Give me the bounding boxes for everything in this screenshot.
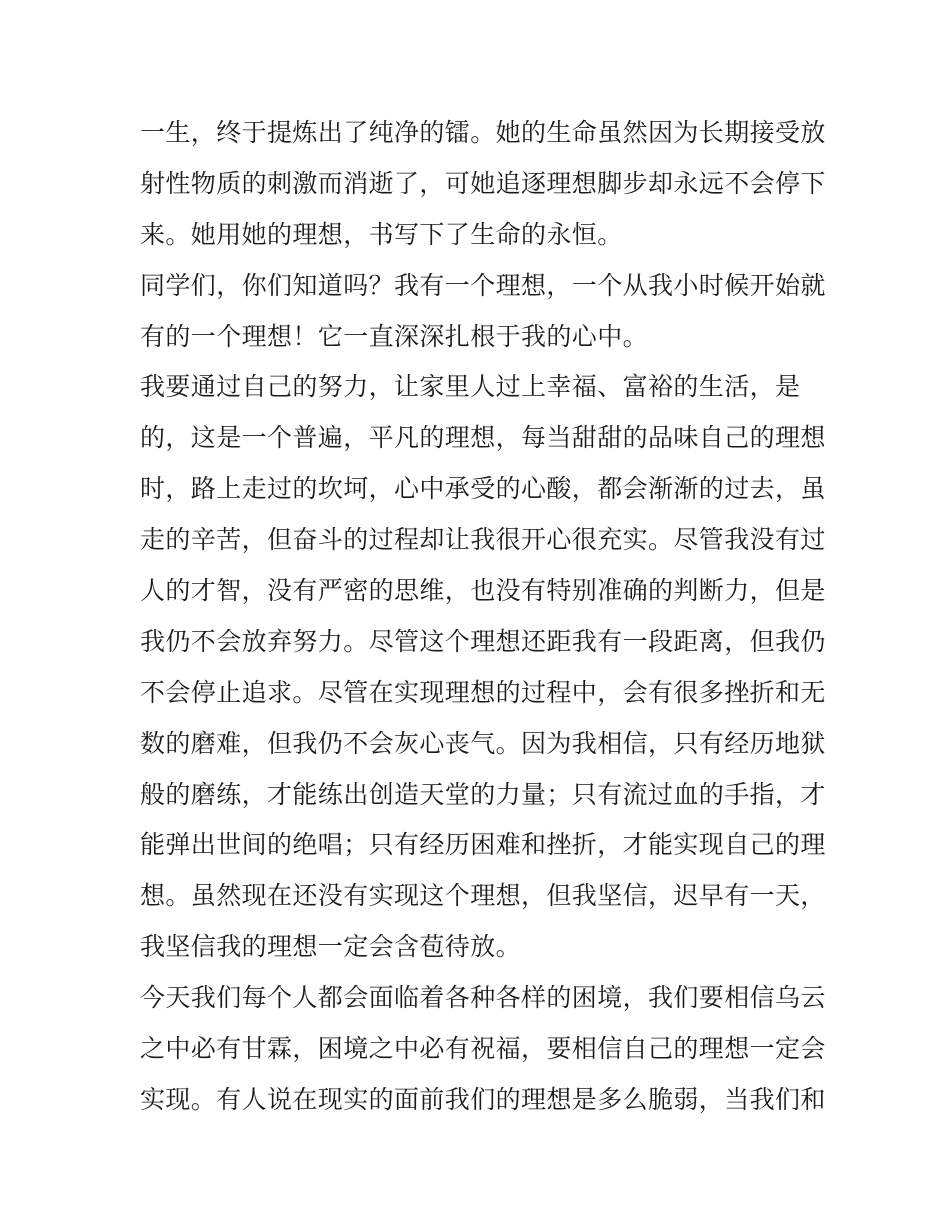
text-line: 不会停止追求。尽管在实现理想的过程中，会有很多挫折和无 [140,677,826,707]
text-line: 人的才智，没有严密的思维，也没有特别准确的判断力，但是 [140,576,826,606]
text-line: 实现。有人说在现实的面前我们的理想是多么脆弱，当我们和 [140,1084,826,1114]
text-line: 时，路上走过的坎坷，心中承受的心酸，都会渐渐的过去，虽 [140,474,826,504]
text-line: 同学们，你们知道吗？我有一个理想，一个从我小时候开始就 [140,270,826,300]
text-line: 射性物质的刺激而消逝了，可她追逐理想脚步却永远不会停下 [140,168,826,198]
text-line: 我要通过自己的努力，让家里人过上幸福、富裕的生活，是 [140,372,801,402]
text-line: 能弹出世间的绝唱；只有经历困难和挫折，才能实现自己的理 [140,830,826,860]
text-line: 我仍不会放弃努力。尽管这个理想还距我有一段距离，但我仍 [140,626,826,656]
text-line: 来。她用她的理想，书写下了生命的永恒。 [140,219,623,249]
text-line: 想。虽然现在还没有实现这个理想，但我坚信，迟早有一天， [140,881,826,911]
text-line: 今天我们每个人都会面临着各种各样的困境，我们要相信乌云 [140,983,826,1013]
text-line: 之中必有甘霖，困境之中必有祝福，要相信自己的理想一定会 [140,1034,826,1064]
body-text [140,108,826,1126]
text-line: 的，这是一个普遍，平凡的理想，每当甜甜的品味自己的理想 [140,423,826,453]
text-line: 有的一个理想！它一直深深扎根于我的心中。 [140,321,649,351]
text-line: 我坚信我的理想一定会含苞待放。 [140,932,522,962]
text-line: 一生，终于提炼出了纯净的镭。她的生命虽然因为长期接受放 [140,118,826,147]
text-line: 数的磨难，但我仍不会灰心丧气。因为我相信，只有经历地狱 [140,728,826,758]
text-line: 走的辛苦，但奋斗的过程却让我很开心很充实。尽管我没有过 [140,525,826,555]
text-line: 般的磨练，才能练出创造天堂的力量；只有流过血的手指，才 [140,779,826,809]
